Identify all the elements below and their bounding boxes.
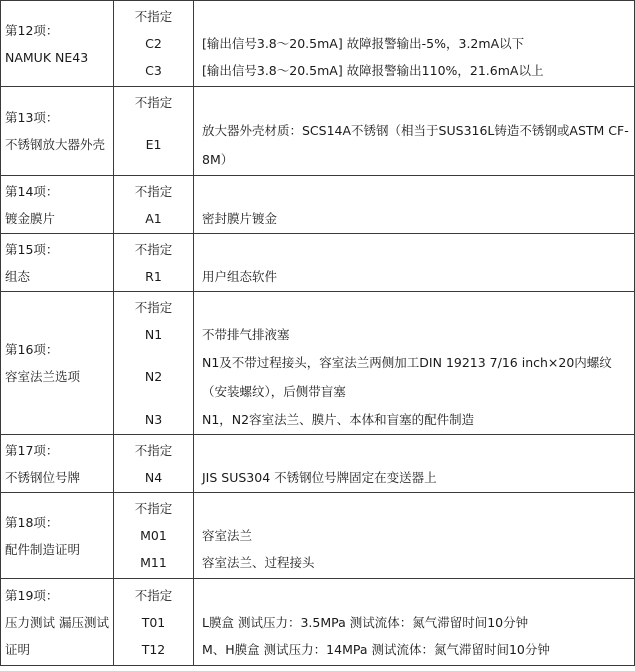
option-description: 用户组态软件 bbox=[202, 268, 278, 284]
section-cell bbox=[1, 292, 114, 435]
section-number: 第12项： bbox=[5, 22, 59, 38]
option-description: N1及不带过程接头，容室法兰两侧加工DIN 19213 7/16 inch×20内螺纹（安装螺纹），后侧带盲塞 bbox=[202, 354, 612, 399]
option-code: N1 bbox=[144, 326, 163, 342]
option-code: 不指定 bbox=[134, 587, 173, 603]
option-code: N2 bbox=[144, 368, 163, 384]
option-description: 容室法兰 bbox=[202, 528, 253, 543]
option-code: 不指定 bbox=[134, 299, 173, 315]
section-title: 配件制造证明 bbox=[5, 541, 81, 557]
option-code: T01 bbox=[141, 614, 166, 630]
table-row bbox=[1, 234, 635, 292]
description-cell bbox=[194, 435, 635, 493]
section-number: 第17项： bbox=[5, 442, 59, 458]
code-cell bbox=[114, 579, 194, 666]
option-code: 不指定 bbox=[134, 183, 173, 199]
table-row bbox=[1, 176, 635, 234]
section-cell bbox=[1, 579, 114, 666]
section-cell bbox=[1, 176, 114, 234]
section-number: 第19项： bbox=[5, 587, 59, 603]
section-title: 压力测试 漏压测试证明 bbox=[5, 614, 109, 657]
section-title: 镀金膜片 bbox=[5, 210, 56, 226]
section-title: 容室法兰选项 bbox=[5, 369, 81, 384]
section-cell bbox=[1, 435, 114, 493]
section-number: 第14项： bbox=[5, 183, 59, 199]
option-code: M11 bbox=[140, 555, 167, 570]
option-description: 不带排气排液塞 bbox=[202, 326, 290, 342]
description-cell bbox=[194, 493, 635, 579]
table-row bbox=[1, 1, 635, 87]
option-code: M01 bbox=[140, 528, 167, 543]
description-cell bbox=[194, 176, 635, 234]
section-title: 不锈钢放大器外壳 bbox=[5, 137, 106, 152]
option-description bbox=[202, 294, 630, 321]
option-description bbox=[202, 178, 630, 205]
table-row bbox=[1, 292, 635, 435]
option-code: R1 bbox=[145, 268, 162, 284]
description-cell bbox=[194, 234, 635, 292]
option-description: N1，N2容室法兰、膜片、本体和盲塞的配件制造 bbox=[202, 411, 475, 427]
table-row bbox=[1, 579, 635, 666]
option-code: 不指定 bbox=[134, 241, 173, 257]
section-title: 组态 bbox=[5, 268, 31, 284]
option-description: M、H膜盒 测试压力：14MPa 测试流体：氮气滞留时间10分钟 bbox=[202, 641, 550, 657]
option-code: 不指定 bbox=[134, 94, 173, 110]
code-cell bbox=[114, 435, 194, 493]
option-description: 放大器外壳材质：SCS14A不锈钢（相当于SUS316L铸造不锈钢或ASTM CF-8M） bbox=[202, 122, 629, 167]
section-number: 第18项： bbox=[5, 514, 59, 530]
option-description bbox=[202, 3, 630, 30]
code-cell bbox=[114, 1, 194, 87]
code-cell bbox=[114, 234, 194, 292]
description-cell bbox=[194, 579, 635, 666]
option-code: 不指定 bbox=[134, 501, 173, 516]
section-cell bbox=[1, 1, 114, 87]
section-cell bbox=[1, 493, 114, 579]
option-description bbox=[202, 89, 630, 116]
option-code: E1 bbox=[145, 136, 162, 152]
option-code: C2 bbox=[145, 36, 162, 51]
option-code: C3 bbox=[145, 63, 162, 78]
option-description: L膜盒 测试压力：3.5MPa 测试流体：氮气滞留时间10分钟 bbox=[202, 614, 529, 630]
option-description bbox=[202, 236, 630, 263]
section-title: 不锈钢位号牌 bbox=[5, 469, 81, 485]
section-number: 第13项： bbox=[5, 110, 59, 125]
section-number: 第15项： bbox=[5, 241, 59, 257]
code-cell bbox=[114, 292, 194, 435]
option-description bbox=[202, 495, 630, 522]
table-row bbox=[1, 493, 635, 579]
section-number: 第16项： bbox=[5, 342, 59, 357]
section-cell bbox=[1, 87, 114, 176]
option-code: 不指定 bbox=[134, 442, 173, 458]
option-description: 容室法兰、过程接头 bbox=[202, 555, 315, 570]
option-description bbox=[202, 582, 630, 609]
table-row bbox=[1, 87, 635, 176]
option-description bbox=[202, 437, 630, 464]
option-description: JIS SUS304 不锈钢位号牌固定在变送器上 bbox=[202, 469, 437, 485]
option-code: A1 bbox=[145, 210, 162, 226]
code-cell bbox=[114, 176, 194, 234]
description-cell bbox=[194, 1, 635, 87]
option-description: [输出信号3.8～20.5mA] 故障报警输出110%，21.6mA以上 bbox=[202, 63, 544, 78]
section-title: NAMUK NE43 bbox=[5, 49, 89, 65]
option-description: 密封膜片镀金 bbox=[202, 210, 278, 226]
option-code: T12 bbox=[141, 641, 166, 657]
description-cell bbox=[194, 292, 635, 435]
code-cell bbox=[114, 493, 194, 579]
option-description: [输出信号3.8～20.5mA] 故障报警输出-5%，3.2mA以下 bbox=[202, 36, 525, 51]
table-row bbox=[1, 435, 635, 493]
option-code: N3 bbox=[144, 411, 163, 427]
code-cell bbox=[114, 87, 194, 176]
section-cell bbox=[1, 234, 114, 292]
option-code: 不指定 bbox=[134, 9, 173, 24]
option-code: N4 bbox=[144, 469, 163, 485]
description-cell bbox=[194, 87, 635, 176]
